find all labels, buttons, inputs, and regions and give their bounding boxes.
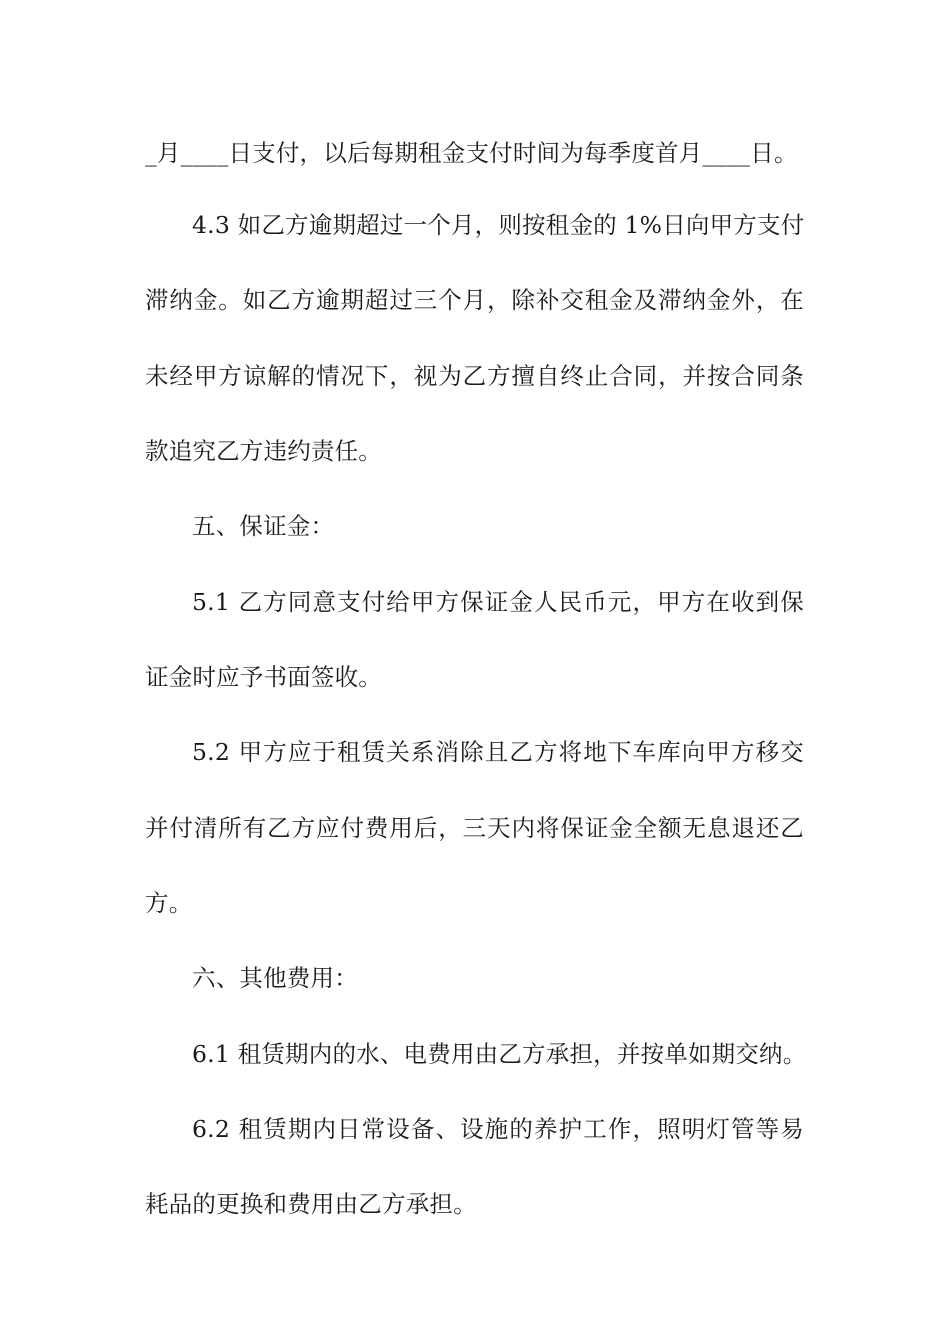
text-line-4: 未经甲方谅解的情况下，视为乙方擅自终止合同，并按合同条 bbox=[145, 362, 804, 390]
text-line-14: 6.2 租赁期内日常设备、设施的养护工作，照明灯管等易 bbox=[192, 1115, 804, 1143]
text-line-13: 6.1 租赁期内的水、电费用由乙方承担，并按单如期交纳。 bbox=[192, 1040, 807, 1068]
section-heading-other-fees: 六、其他费用： bbox=[192, 964, 358, 992]
text-line-3: 滞纳金。如乙方逾期超过三个月，除补交租金及滞纳金外，在 bbox=[145, 286, 804, 314]
text-line-15: 耗品的更换和费用由乙方承担。 bbox=[145, 1190, 477, 1218]
text-line-1: _月____日支付，以后每期租金支付时间为每季度首月____日。 bbox=[145, 139, 798, 167]
section-heading-deposit: 五、保证金： bbox=[192, 512, 335, 540]
text-line-11: 方。 bbox=[145, 889, 193, 917]
text-line-5: 款追究乙方违约责任。 bbox=[145, 437, 382, 465]
text-line-8: 证金时应予书面签收。 bbox=[145, 663, 382, 691]
text-line-7: 5.1 乙方同意支付给甲方保证金人民币元，甲方在收到保 bbox=[192, 588, 804, 616]
text-line-9: 5.2 甲方应于租赁关系消除且乙方将地下车库向甲方移交 bbox=[192, 738, 804, 766]
text-line-2: 4.3 如乙方逾期超过一个月，则按租金的 1%日向甲方支付 bbox=[192, 211, 805, 239]
text-line-10: 并付清所有乙方应付费用后，三天内将保证金全额无息退还乙 bbox=[145, 814, 804, 842]
